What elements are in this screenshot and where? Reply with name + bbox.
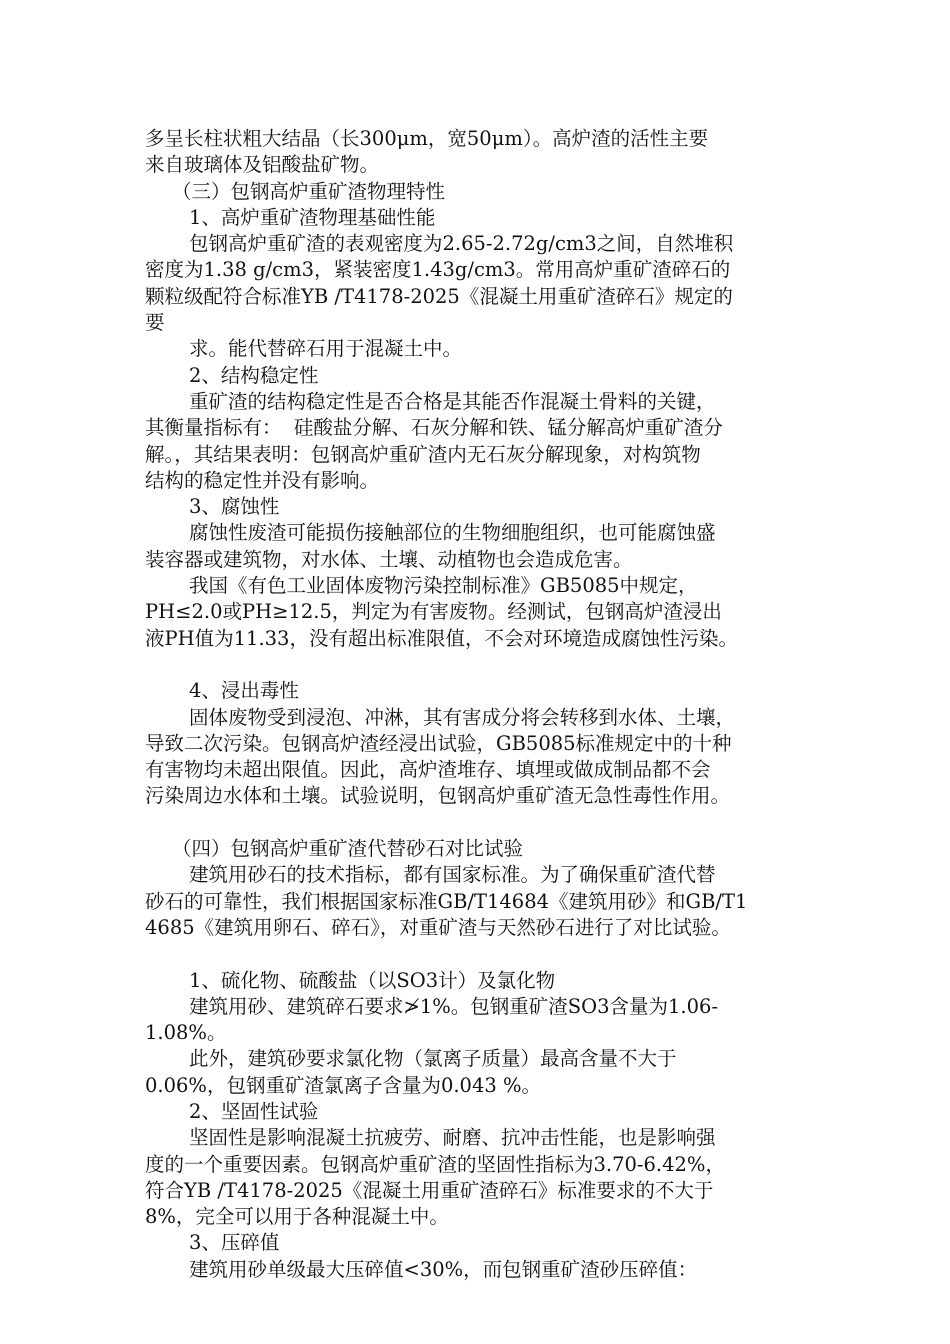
paragraph-line: 1.08%。	[145, 1021, 227, 1045]
subsection-heading: 4、浸出毒性	[189, 679, 299, 703]
paragraph-line: 4685《建筑用卵石、碎石》，对重矿渣与天然砂石进行了对比试验。	[145, 915, 731, 939]
paragraph-line: 我国《有色工业固体废物污染控制标准》GB5085中规定，	[189, 574, 698, 598]
paragraph-line: 结构的稳定性并没有影响。	[145, 468, 380, 492]
paragraph-line: 砂石的可靠性，我们根据国家标准GB/T14684《建筑用砂》和GB/T1	[145, 889, 748, 913]
paragraph-line: 符合YB /T4178-2025《混凝土用重矿渣碎石》标准要求的不大于	[145, 1178, 714, 1202]
paragraph-line: 污染周边水体和土壤。试验说明，包钢高炉重矿渣无急性毒性作用。	[145, 784, 731, 808]
paragraph-line: 液PH值为11.33，没有超出标准限值，不会对环境造成腐蚀性污染。	[145, 626, 738, 650]
subsection-heading: 1、高炉重矿渣物理基础性能	[189, 205, 436, 229]
paragraph-line: 此外，建筑砂要求氯化物（氯离子质量）最高含量不大于	[189, 1047, 677, 1071]
paragraph-line: 建筑用砂石的技术指标，都有国家标准。为了确保重矿渣代替	[189, 863, 716, 887]
document-body	[145, 126, 810, 1283]
paragraph-line: PH≤2.0或PH≥12.5，判定为有害废物。经测试，包钢高炉渣浸出	[145, 600, 722, 624]
paragraph-line: 密度为1.38 g/cm3，紧装密度1.43g/cm3。常用高炉重矿渣碎石的	[145, 258, 731, 282]
paragraph-line: 装容器或建筑物，对水体、土壤、动植物也会造成危害。	[145, 547, 633, 571]
paragraph-line: 包钢高炉重矿渣的表观密度为2.65-2.72g/cm3之间，自然堆积	[189, 232, 734, 256]
subsection-heading: 3、腐蚀性	[189, 495, 280, 519]
section-heading: （三）包钢高炉重矿渣物理特性	[172, 179, 446, 203]
paragraph-line: 多呈长柱状粗大结晶（长300μm，宽50μm）。高炉渣的活性主要	[145, 127, 709, 150]
paragraph-line: 腐蚀性废渣可能损伤接触部位的生物细胞组织，也可能腐蚀盛	[189, 521, 716, 545]
paragraph-line: 建筑用砂、建筑碎石要求≯1%。包钢重矿渣SO3含量为1.06-	[189, 994, 719, 1018]
paragraph-line: 来自玻璃体及铝酸盐矿物。	[145, 153, 380, 177]
paragraph-line: 坚固性是影响混凝土抗疲劳、耐磨、抗冲击性能，也是影响强	[189, 1126, 716, 1150]
paragraph-line: 解。，其结果表明：包钢高炉重矿渣内无石灰分解现象，对构筑物	[145, 442, 701, 466]
paragraph-line: 有害物均未超出限值。因此，高炉渣堆存、填埋或做成制品都不会	[145, 758, 711, 782]
paragraph-line: 重矿渣的结构稳定性是否合格是其能否作混凝土骨料的关键，	[189, 389, 716, 413]
blank-line	[145, 941, 810, 967]
blank-line	[145, 652, 810, 678]
paragraph-line: 8%，完全可以用于各种混凝土中。	[145, 1205, 449, 1229]
paragraph-line: 度的一个重要因素。包钢高炉重矿渣的坚固性指标为3.70-6.42%，	[145, 1152, 725, 1176]
paragraph-line: 导致二次污染。包钢高炉渣经浸出试验，GB5085标准规定中的十种	[145, 731, 732, 755]
blank-line	[145, 810, 810, 836]
subsection-heading: 3、压碎值	[189, 1231, 280, 1255]
paragraph-line: 要	[145, 311, 165, 335]
subsection-heading: 2、坚固性试验	[189, 1099, 319, 1123]
subsection-heading: 1、硫化物、硫酸盐（以SO3计）及氯化物	[189, 968, 556, 992]
paragraph-line: 颗粒级配符合标准YB /T4178-2025《混凝土用重矿渣碎石》规定的	[145, 284, 733, 308]
paragraph-line: 求。能代替碎石用于混凝土中。	[189, 337, 463, 361]
paragraph-line: 其衡量指标有： 硅酸盐分解、石灰分解和铁、锰分解高炉重矿渣分	[145, 416, 723, 440]
paragraph-line: 固体废物受到浸泡、冲淋，其有害成分将会转移到水体、土壤，	[189, 705, 736, 729]
paragraph-line: 0.06%，包钢重矿渣氯离子含量为0.043 %。	[145, 1073, 541, 1097]
subsection-heading: 2、结构稳定性	[189, 363, 319, 387]
paragraph-line: 建筑用砂单级最大压碎值<30%，而包钢重矿渣砂压碎值：	[189, 1257, 698, 1281]
section-heading: （四）包钢高炉重矿渣代替砂石对比试验	[172, 837, 524, 861]
